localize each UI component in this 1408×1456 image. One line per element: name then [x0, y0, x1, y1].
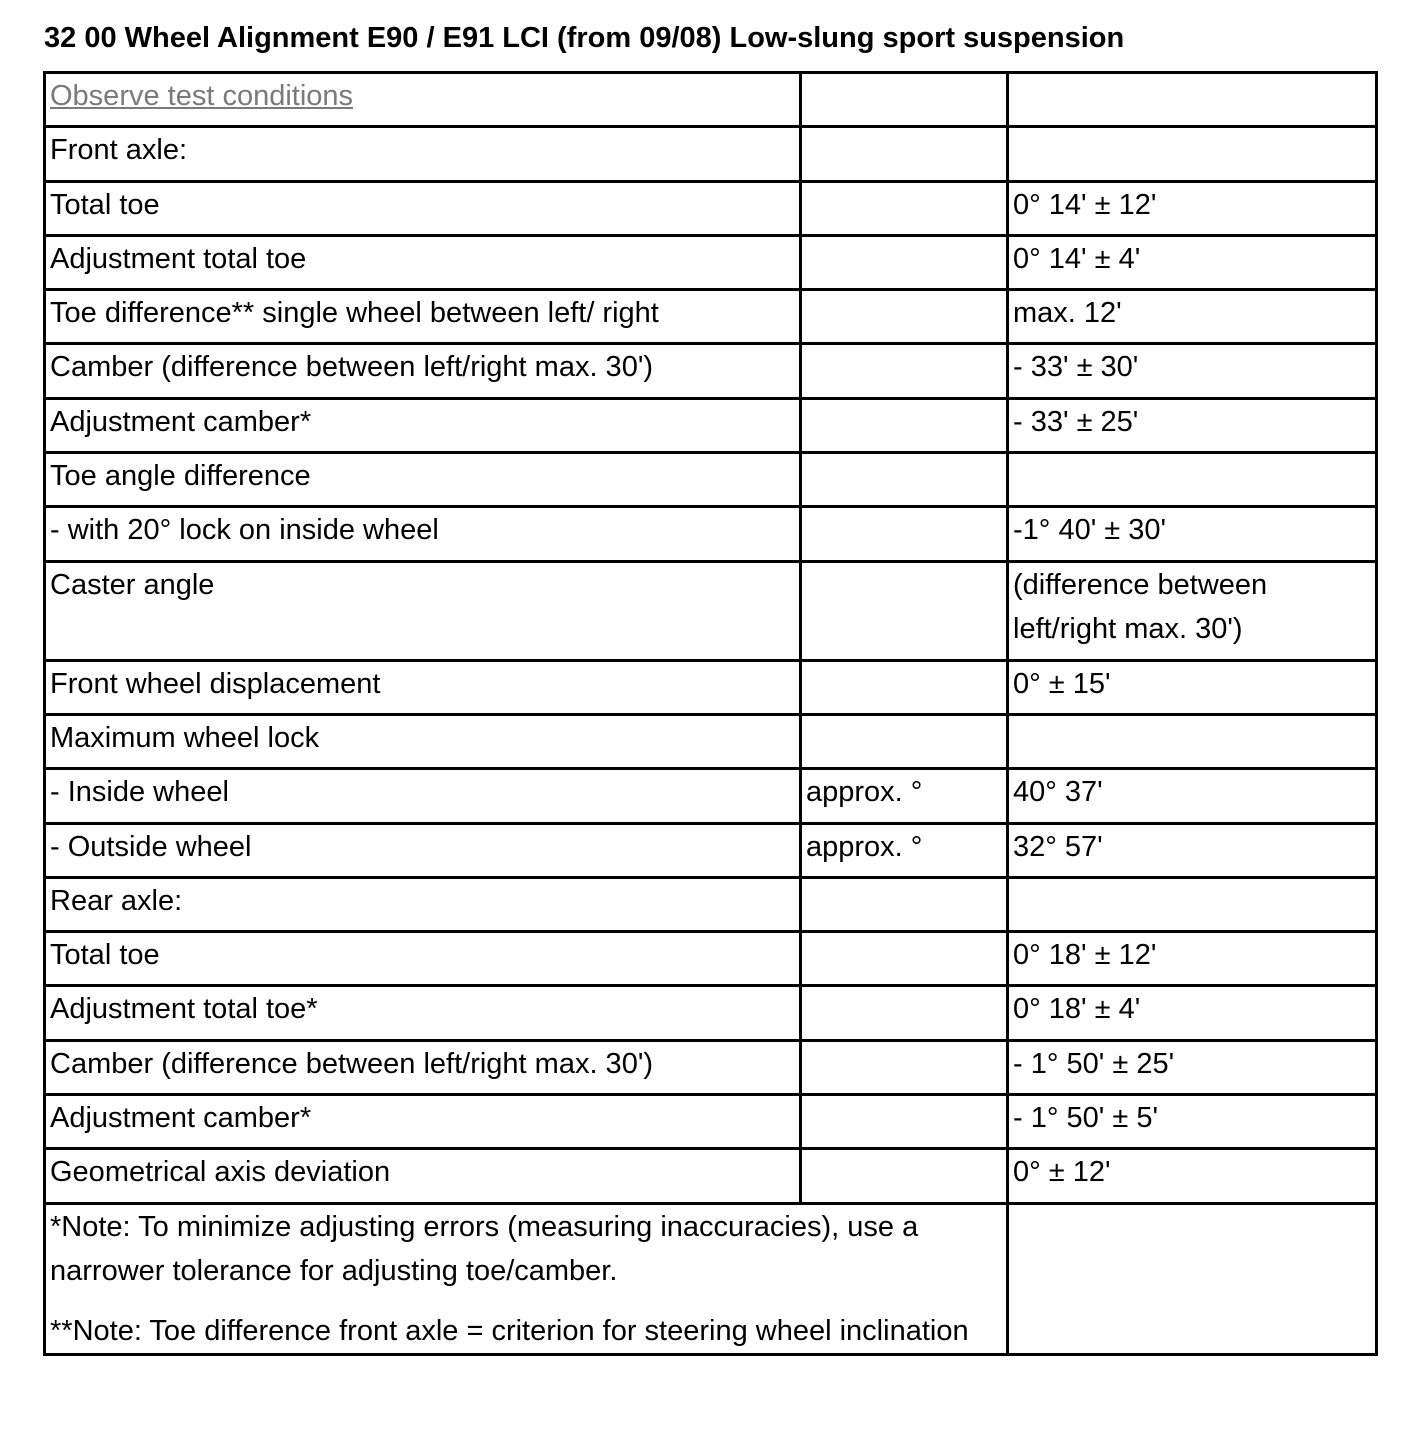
value-cell: - 33' ± 30'	[1008, 344, 1377, 398]
unit-cell	[801, 1149, 1008, 1203]
table-row	[45, 1040, 1377, 1094]
notes-row	[45, 1203, 1377, 1354]
value-cell	[1008, 714, 1377, 768]
unit-cell	[801, 73, 1008, 127]
value-cell: - 1° 50' ± 5'	[1008, 1095, 1377, 1149]
label-cell: Adjustment camber*	[45, 1095, 801, 1149]
value-cell: 0° 14' ± 12'	[1008, 181, 1377, 235]
value-cell: - 33' ± 25'	[1008, 398, 1377, 452]
note-adjusting-tolerance: *Note: To minimize adjusting errors (measuring inaccuracies), use a narrower tolerance for adjusting toe/camber.	[50, 1210, 919, 1287]
observe-test-conditions-link[interactable]: Observe test conditions	[50, 80, 354, 112]
unit-cell	[801, 986, 1008, 1040]
unit-cell	[801, 660, 1008, 714]
value-cell: 0° 18' ± 12'	[1008, 932, 1377, 986]
table-row	[45, 127, 1377, 181]
label-cell: Camber (difference between left/right max. 30')	[45, 1040, 801, 1094]
label-cell: Camber (difference between left/right max. 30')	[45, 344, 801, 398]
label-cell: - with 20° lock on inside wheel	[45, 507, 801, 561]
label-cell: Maximum wheel lock	[45, 714, 801, 768]
unit-cell	[801, 398, 1008, 452]
unit-cell	[801, 453, 1008, 507]
label-cell: Front axle:	[45, 127, 801, 181]
unit-cell	[801, 235, 1008, 289]
unit-cell	[801, 932, 1008, 986]
label-cell: Geometrical axis deviation	[45, 1149, 801, 1203]
unit-cell	[801, 181, 1008, 235]
unit-cell	[801, 290, 1008, 344]
table-row	[45, 73, 1377, 127]
label-cell: Caster angle	[45, 561, 801, 660]
notes-cell	[45, 1203, 1008, 1354]
label-cell: Toe difference** single wheel between left/ right	[45, 290, 801, 344]
table-row	[45, 986, 1377, 1040]
table-row	[45, 344, 1377, 398]
value-cell: 0° 14' ± 4'	[1008, 235, 1377, 289]
label-cell	[45, 73, 801, 127]
table-row	[45, 1149, 1377, 1203]
label-cell: - Outside wheel	[45, 823, 801, 877]
value-cell	[1008, 877, 1377, 931]
table-row	[45, 561, 1377, 660]
value-cell: 32° 57'	[1008, 823, 1377, 877]
value-cell	[1008, 127, 1377, 181]
label-cell: - Inside wheel	[45, 769, 801, 823]
table-row	[45, 823, 1377, 877]
label-cell: Adjustment total toe*	[45, 986, 801, 1040]
unit-cell	[801, 1040, 1008, 1094]
value-cell: -1° 40' ± 30'	[1008, 507, 1377, 561]
table-row	[45, 507, 1377, 561]
unit-cell	[801, 1095, 1008, 1149]
unit-cell: approx. °	[801, 769, 1008, 823]
value-cell: - 1° 50' ± 25'	[1008, 1040, 1377, 1094]
table-row	[45, 877, 1377, 931]
table-row	[45, 181, 1377, 235]
value-cell	[1008, 453, 1377, 507]
page-title: 32 00 Wheel Alignment E90 / E91 LCI (from 09/08) Low-slung sport suspension	[44, 22, 1125, 54]
table-row	[45, 1095, 1377, 1149]
unit-cell	[801, 127, 1008, 181]
value-cell: 0° ± 12'	[1008, 1149, 1377, 1203]
table-row	[45, 714, 1377, 768]
value-cell: max. 12'	[1008, 290, 1377, 344]
note-toe-difference: **Note: Toe difference front axle = criterion for steering wheel inclination	[50, 1314, 969, 1347]
notes-value-cell	[1008, 1203, 1377, 1354]
label-cell: Front wheel displacement	[45, 660, 801, 714]
wheel-alignment-table	[43, 71, 1378, 1356]
label-cell: Total toe	[45, 181, 801, 235]
label-cell: Total toe	[45, 932, 801, 986]
unit-cell	[801, 561, 1008, 660]
table-row	[45, 769, 1377, 823]
table-row	[45, 660, 1377, 714]
unit-cell	[801, 714, 1008, 768]
value-cell	[1008, 73, 1377, 127]
table-row	[45, 235, 1377, 289]
value-cell: 40° 37'	[1008, 769, 1377, 823]
value-cell: (difference between left/right max. 30')	[1008, 561, 1377, 660]
label-cell: Adjustment camber*	[45, 398, 801, 452]
value-cell: 0° ± 15'	[1008, 660, 1377, 714]
table-row	[45, 932, 1377, 986]
table-row	[45, 290, 1377, 344]
label-cell: Toe angle difference	[45, 453, 801, 507]
unit-cell	[801, 507, 1008, 561]
unit-cell: approx. °	[801, 823, 1008, 877]
table-row	[45, 398, 1377, 452]
value-cell: 0° 18' ± 4'	[1008, 986, 1377, 1040]
table-row	[45, 453, 1377, 507]
unit-cell	[801, 344, 1008, 398]
unit-cell	[801, 877, 1008, 931]
label-cell: Rear axle:	[45, 877, 801, 931]
label-cell: Adjustment total toe	[45, 235, 801, 289]
